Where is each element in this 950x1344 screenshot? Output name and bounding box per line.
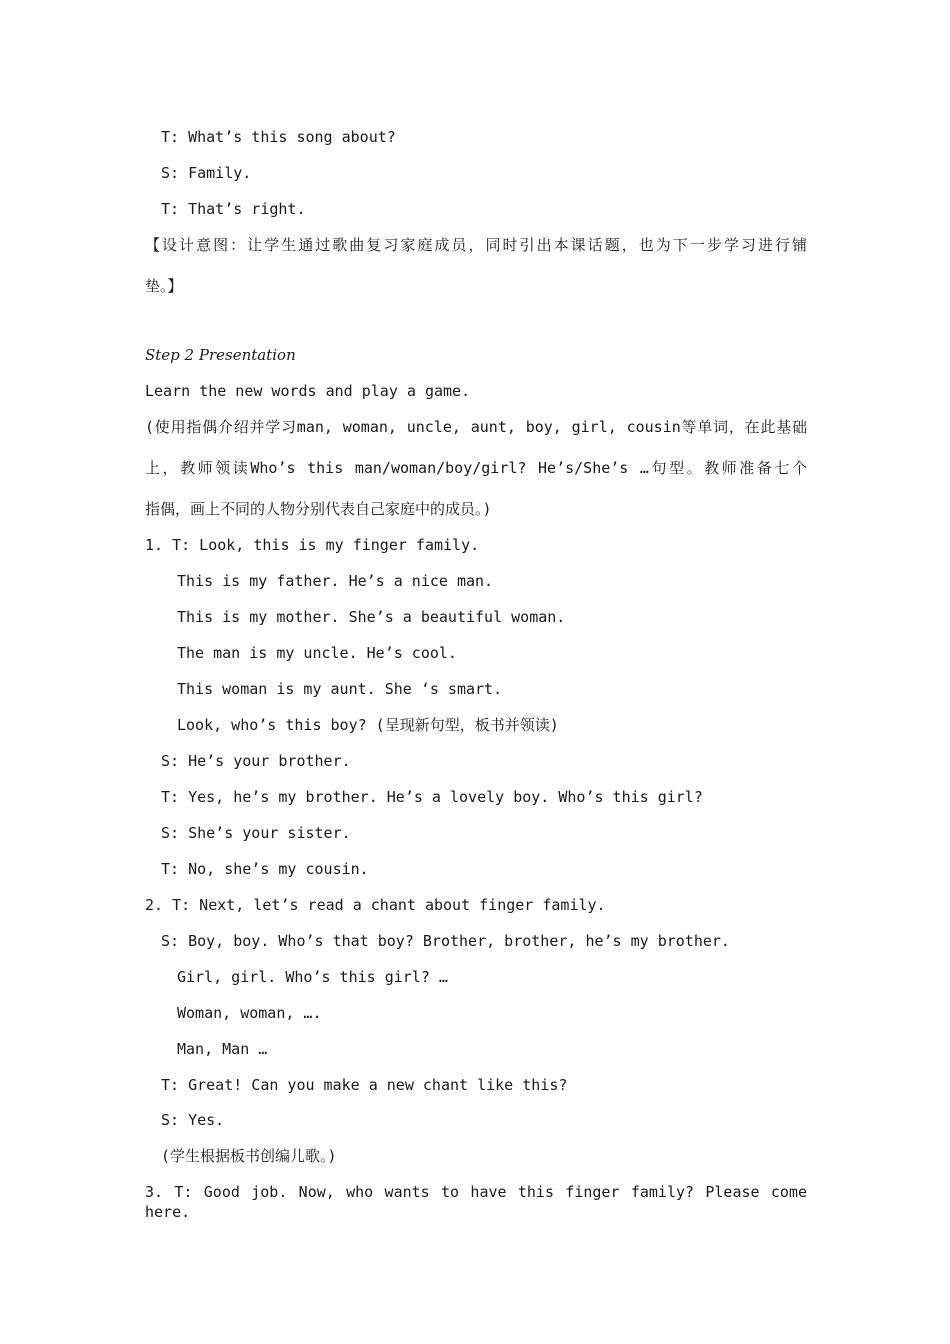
chant-line: Woman, woman, …. [177, 1004, 322, 1022]
dialogue-line: Look, who’s this boy? (呈现新句型，板书并领读) [177, 716, 559, 734]
instruction-note: 指偶，画上不同的人物分别代表自己家庭中的成员。) [145, 500, 492, 518]
dialogue-line: The man is my uncle. He’s cool. [177, 644, 457, 662]
dialogue-line: This is my mother. She’s a beautiful woman. [177, 608, 566, 626]
chant-line: Girl, girl. Who’s this girl? … [177, 968, 448, 986]
dialogue-line: This woman is my aunt. She ‘s smart. [177, 680, 503, 698]
numbered-item: 1. T: Look, this is my finger family. [145, 536, 480, 554]
dialogue-line: T: Yes, he’s my brother. He’s a lovely boy. Who’s this girl? [161, 788, 703, 806]
chant-line: Man, Man … [177, 1040, 268, 1058]
dialogue-line: T: No, she’s my cousin. [161, 860, 369, 878]
dialogue-line: S: Yes. [161, 1111, 225, 1129]
dialogue-line: S: Family. [161, 164, 252, 182]
dialogue-line: This is my father. He’s a nice man. [177, 572, 494, 590]
dialogue-line: T: Great! Can you make a new chant like this? [161, 1076, 568, 1094]
instruction-note: (使用指偶介绍并学习man, woman, uncle, aunt, boy, girl, cousin等单词，在此基础 [145, 418, 807, 436]
numbered-item: 3. T: Good job. Now, who wants to have this finger family? Please come here. [145, 1183, 807, 1221]
activity-note: (学生根据板书创编儿歌。) [161, 1147, 337, 1165]
dialogue-line: S: Boy, boy. Who’s that boy? Brother, brother, he’s my brother. [161, 932, 730, 950]
dialogue-line: S: She’s your sister. [161, 824, 351, 842]
dialogue-line: T: What’s this song about? [161, 128, 396, 146]
design-intent-note-end: 垫。】 [145, 277, 183, 295]
dialogue-line: T: That’s right. [161, 200, 306, 218]
instruction-note: 上，教师领读Who’s this man/woman/boy/girl? He’s/She’s …句型。教师准备七个 [145, 459, 807, 477]
step-heading: Step 2 Presentation [145, 346, 296, 364]
paragraph: Learn the new words and play a game. [145, 382, 471, 400]
design-intent-note: 【设计意图：让学生通过歌曲复习家庭成员，同时引出本课话题，也为下一步学习进行铺 [145, 236, 807, 254]
numbered-item: 2. T: Next, let’s read a chant about finger family. [145, 896, 606, 914]
dialogue-line: S: He’s your brother. [161, 752, 351, 770]
